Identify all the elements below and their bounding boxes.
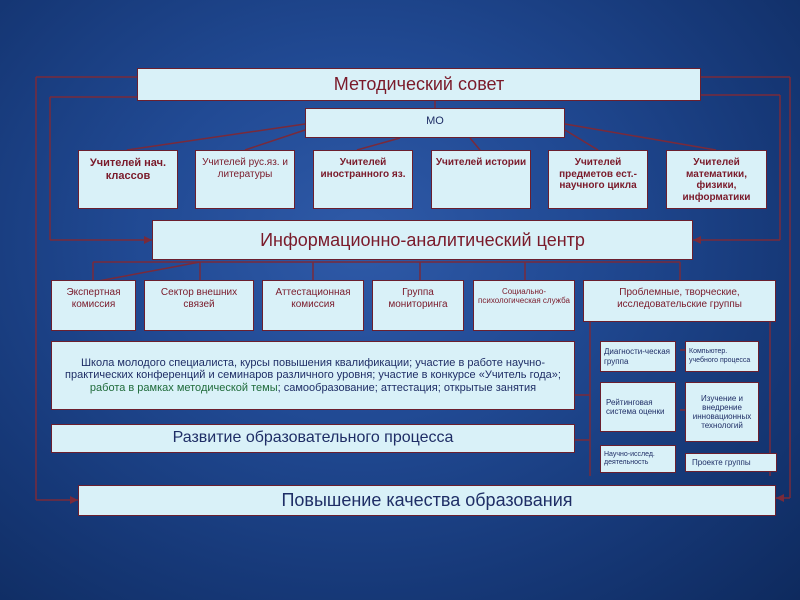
info-analytic-center-label: Информационно-аналитический центр xyxy=(260,229,585,250)
young-specialist-school-text xyxy=(58,357,568,395)
teachers-math-label: Учителей математики, физики, информатики xyxy=(682,157,751,203)
teachers-primary-box xyxy=(78,150,178,209)
external-relations-box xyxy=(144,280,254,331)
mo-label: МО xyxy=(426,115,444,127)
rating-system-box xyxy=(600,382,676,432)
teachers-russian-label: Учителей рус.яз. и литературы xyxy=(202,157,288,180)
rating-system-label: Рейтинговая система оценки xyxy=(606,397,665,416)
teachers-russian-box xyxy=(195,150,295,209)
project-group-label: Проекте группы xyxy=(692,457,751,467)
monitoring-group-label: Группа мониторинга xyxy=(388,287,448,310)
innovation-tech-box xyxy=(685,382,759,442)
methodical-council-label: Методический совет xyxy=(333,74,505,95)
school-text-part3: ; самообразование; аттестация; открытые занятия xyxy=(277,381,537,394)
teachers-science-label: Учителей предметов ест.-научного цикла xyxy=(559,157,637,191)
methodical-council-box xyxy=(137,68,701,101)
development-label: Развитие образовательного процесса xyxy=(172,429,454,447)
mo-box xyxy=(305,108,565,138)
project-group-box xyxy=(685,453,777,472)
computerization-box xyxy=(685,341,759,372)
teachers-foreign-box xyxy=(313,150,413,209)
research-groups-box xyxy=(583,280,776,322)
quality-box xyxy=(78,485,776,516)
young-specialist-school-box xyxy=(51,341,575,410)
computerization-label: Компьютер. учебного процесса xyxy=(689,348,751,364)
diagnostic-group-box xyxy=(600,341,676,372)
teachers-primary-label: Учителей нач. классов xyxy=(89,157,167,182)
attestation-commission-box xyxy=(262,280,364,331)
attestation-commission-label: Аттестационная комиссия xyxy=(275,287,351,310)
research-activity-label: Научно-исслед. деятельность xyxy=(604,450,655,466)
school-text-part2: работа в рамках методической темы xyxy=(89,381,278,394)
teachers-math-box xyxy=(666,150,767,209)
social-psych-service-box xyxy=(473,280,575,331)
teachers-foreign-label: Учителей иностранного яз. xyxy=(320,157,406,180)
info-analytic-center-box xyxy=(152,220,693,260)
monitoring-group-box xyxy=(372,280,464,331)
diagnostic-group-label: Диагности-ческая группа xyxy=(604,347,670,366)
research-groups-label: Проблемные, творческие, исследовательские группы xyxy=(617,287,742,310)
teachers-science-box xyxy=(548,150,648,209)
expert-commission-label: Экспертная комиссия xyxy=(66,287,121,310)
social-psych-service-label: Социально-психологическая служба xyxy=(478,287,570,306)
innovation-tech-label: Изучение и внедрение инновационных технологий xyxy=(692,393,752,431)
expert-commission-box xyxy=(51,280,136,331)
teachers-history-label: Учителей истории xyxy=(435,157,527,168)
quality-label: Повышение качества образования xyxy=(281,490,573,511)
school-text-part1: Школа молодого специалиста, курсы повышения квалификации; участие в работе научно-практических конференций и семинаров различного уровня; участие в конкурсе «Учитель года»; xyxy=(65,356,561,382)
external-relations-label: Сектор внешних связей xyxy=(160,287,238,310)
development-box xyxy=(51,424,575,453)
research-activity-box xyxy=(600,445,676,473)
teachers-history-box xyxy=(431,150,531,209)
